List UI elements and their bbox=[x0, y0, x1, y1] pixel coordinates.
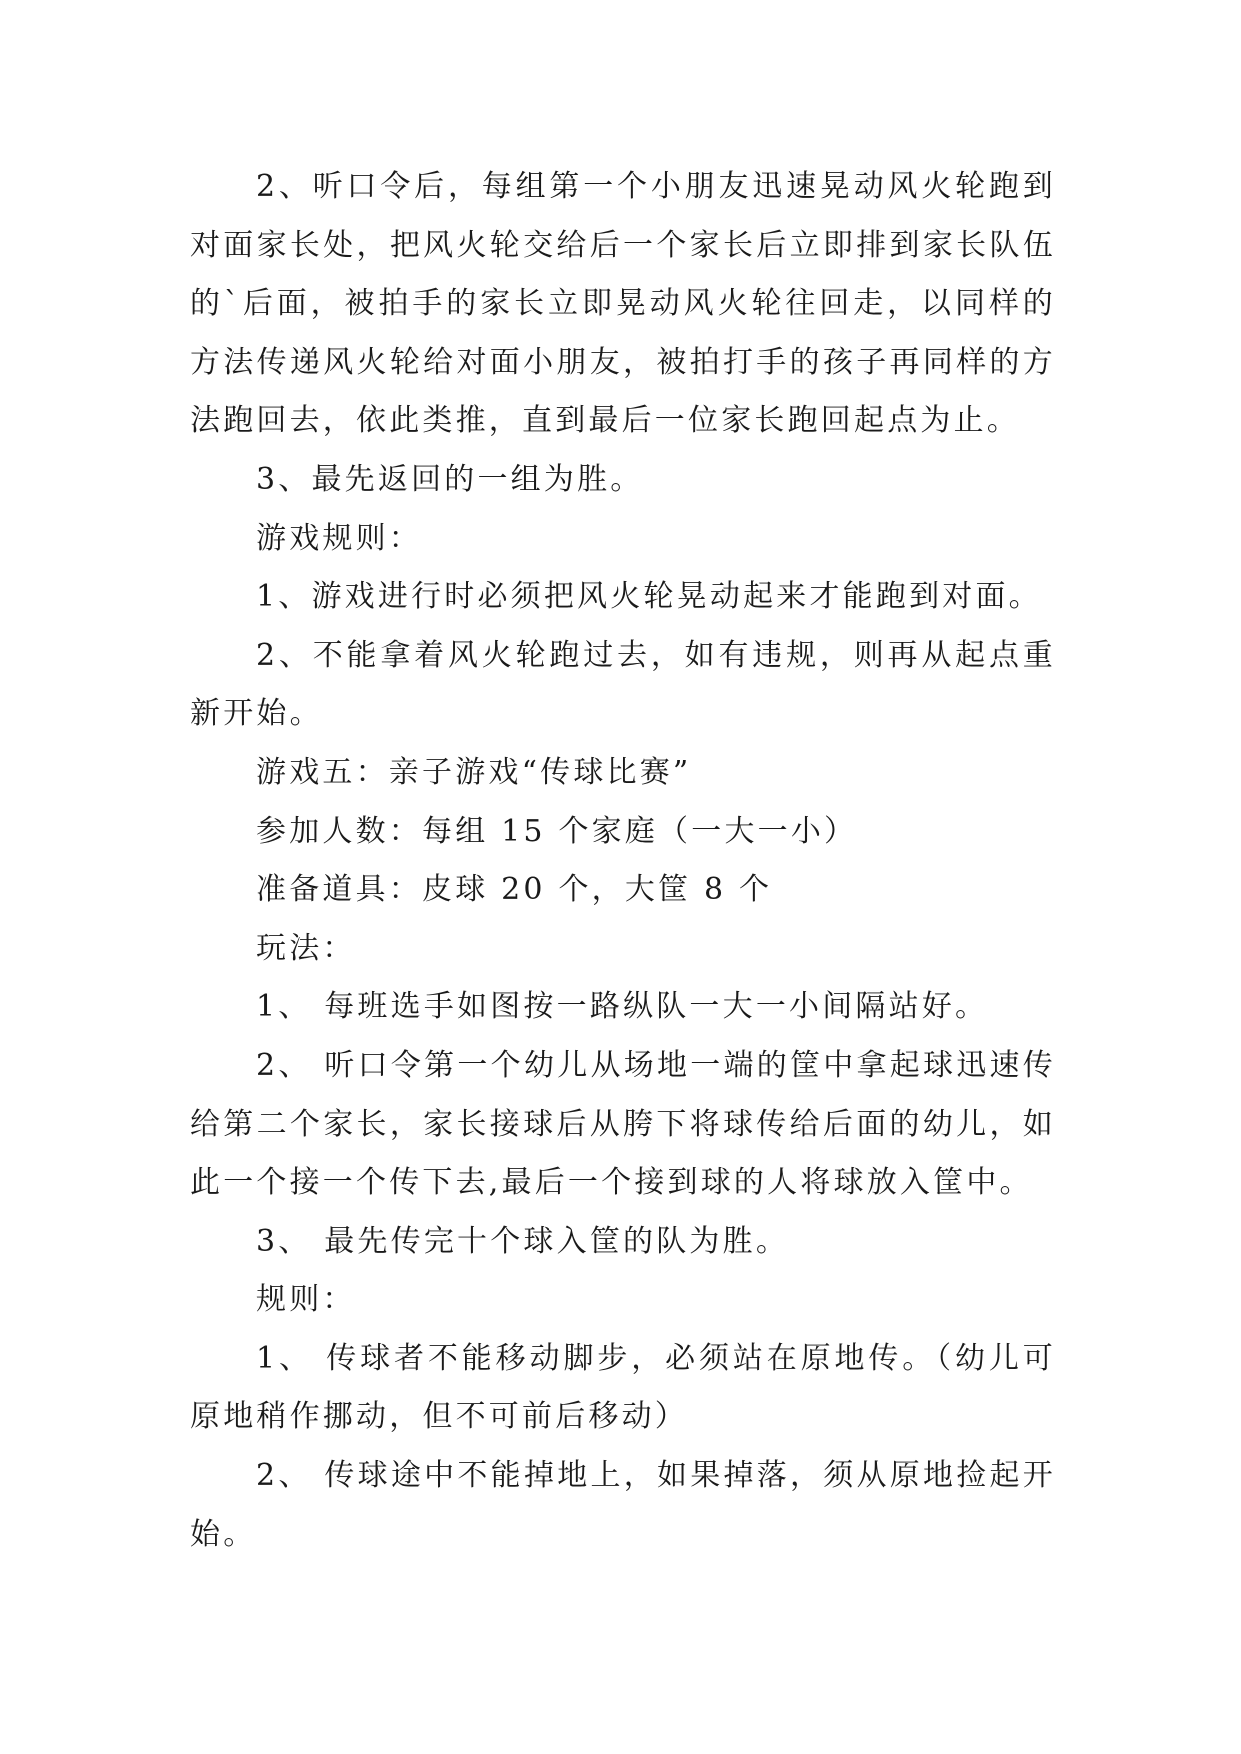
paragraph-play-step-1: 1、 每班选手如图按一路纵队一大一小间隔站好。 bbox=[256, 989, 989, 1025]
paragraph-relay-step-3: 3、最先返回的一组为胜。 bbox=[256, 461, 644, 497]
paragraph-play-step-3: 3、 最先传完十个球入筐的队为胜。 bbox=[256, 1223, 790, 1259]
paragraph-rule-2: 2、 传球途中不能掉地上，如果掉落，须从原地捡起开始。 bbox=[190, 1458, 1056, 1552]
paragraph-participants: 参加人数：每组 15 个家庭（一大一小） bbox=[256, 813, 858, 849]
paragraph-game-five-title: 游戏五：亲子游戏“传球比赛” bbox=[256, 754, 692, 790]
paragraph-game-rule-2: 2、不能拿着风火轮跑过去，如有违规，则再从起点重新开始。 bbox=[190, 637, 1056, 732]
document-body bbox=[190, 158, 1056, 1564]
paragraph-rules-heading: 规则： bbox=[256, 1282, 356, 1318]
paragraph-relay-step-2: 2、听口令后，每组第一个小朋友迅速晃动风火轮跑到对面家长处，把风火轮交给后一个家长后立即排到家长队伍的`后面，被拍手的家长立即晃动风火轮往回走，以同样的方法传递风火轮给对面小朋友，被拍打手的孩子再同样的方法跑回去，依此类推，直到最后一位家长跑回起点为止。 bbox=[190, 169, 1056, 439]
paragraph-rule-1: 1、 传球者不能移动脚步，必须站在原地传。（幼儿可原地稍作挪动，但不可前后移动） bbox=[190, 1340, 1056, 1435]
paragraph-play-method-heading: 玩法： bbox=[256, 930, 356, 966]
paragraph-game-rule-1: 1、游戏进行时必须把风火轮晃动起来才能跑到对面。 bbox=[256, 579, 1042, 615]
paragraph-props: 准备道具：皮球 20 个，大筐 8 个 bbox=[256, 872, 773, 908]
paragraph-play-step-2: 2、 听口令第一个幼儿从场地一端的筐中拿起球迅速传给第二个家长，家长接球后从胯下将球传给后面的幼儿，如此一个接一个传下去,最后一个接到球的人将球放入筐中。 bbox=[190, 1047, 1056, 1201]
paragraph-game-rules-heading: 游戏规则： bbox=[256, 520, 422, 556]
